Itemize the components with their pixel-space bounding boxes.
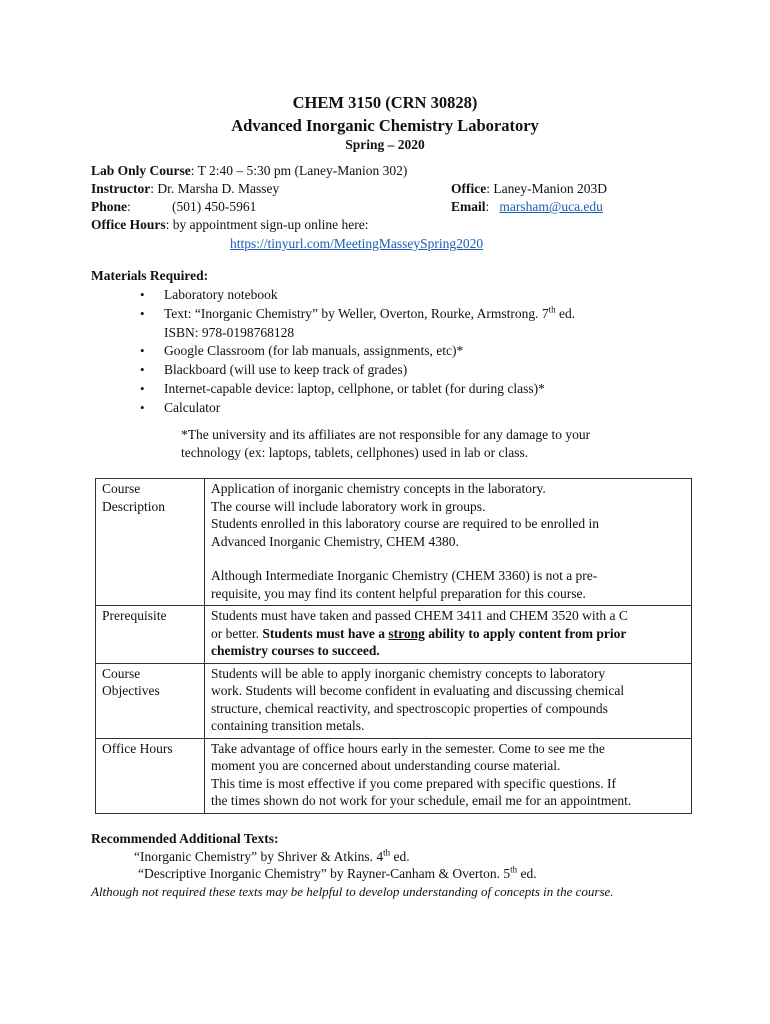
- phone-value: (501) 450-5961: [172, 199, 257, 214]
- email-line: Email: marsham@uca.edu: [451, 199, 603, 214]
- materials-list: [140, 286, 575, 418]
- isbn: ISBN: 978-0198768128: [164, 324, 295, 340]
- list-item: • Laboratory notebook: [140, 286, 575, 305]
- office-value: : Laney-Manion 203D: [486, 181, 607, 196]
- lab-value: : T 2:40 – 5:30 pm (Laney-Manion 302): [190, 163, 408, 178]
- recommended-texts: [91, 830, 614, 900]
- list-item: • Google Classroom (for lab manuals, assignments, etc)*: [140, 342, 575, 361]
- table-label: Prerequisite: [96, 606, 205, 664]
- lab-label: Lab Only Course: [91, 163, 191, 178]
- table-label: Course Objectives: [96, 663, 205, 738]
- instructor-value: : Dr. Marsha D. Massey: [150, 181, 280, 196]
- materials-heading: Materials Required:: [91, 268, 209, 283]
- hours-label: Office Hours: [91, 217, 166, 232]
- course-description: Application of inorganic chemistry concepts in the laboratory. The course will include laboratory work in groups. Students enrolled in this laboratory course are required to be enrolled in Advanced Inorganic Chemistry, CHEM 4380. Although Intermediate Inorganic Chemistry (CHEM 3360) is not a pre- requisite, you may find its content helpful preparation for this course.: [205, 479, 692, 606]
- course-objectives: Students will be able to apply inorganic chemistry concepts to laboratory work. Students will become confident in evaluating and discussing chemical structure, chemical reactivity, and spectroscopic properties of compounds containing transition metals.: [205, 663, 692, 738]
- office-line: [451, 180, 607, 197]
- office-label: Office: [451, 181, 487, 196]
- course-code: CHEM 3150 (CRN 30828): [292, 93, 478, 112]
- recommended-note: Although not required these texts may be helpful to develop understanding of concepts in the course.: [91, 883, 614, 899]
- office-hours-info: Take advantage of office hours early in the semester. Come to see me the moment you are concerned about understanding course material. This time is most effective if you come prepared with specific questions. If the times shown do not work for your schedule, email me for an appointment.: [205, 738, 692, 813]
- table-row: [96, 738, 692, 813]
- lab-schedule: [91, 162, 407, 179]
- table-label: Office Hours: [96, 738, 205, 813]
- list-item: • Internet-capable device: laptop, cellphone, or tablet (for during class)*: [140, 380, 575, 399]
- disclaimer-note: *The university and its affiliates are not responsible for any damage to your technology (ex: laptops, tablets, cellphones) used in lab or class.: [181, 427, 591, 460]
- course-term: Spring – 2020: [345, 137, 425, 152]
- recommended-heading: Recommended Additional Texts:: [91, 831, 279, 846]
- email-label: Email: [451, 199, 486, 214]
- list-item: • Blackboard (will use to keep track of grades): [140, 361, 575, 380]
- course-info-table: [95, 478, 692, 814]
- instructor-label: Instructor: [91, 181, 151, 196]
- email-link[interactable]: marsham@uca.edu: [499, 199, 603, 214]
- course-title: Advanced Inorganic Chemistry Laboratory: [231, 116, 539, 135]
- instructor-line: [91, 180, 279, 197]
- list-item: • Calculator: [140, 399, 575, 418]
- table-row: [96, 606, 692, 664]
- table-row: [96, 663, 692, 738]
- table-label: Course Description: [96, 479, 205, 606]
- phone-line: Phone:: [91, 199, 131, 214]
- phone-label: Phone: [91, 199, 128, 214]
- list-item: • Text: “Inorganic Chemistry” by Weller, Overton, Rourke, Armstrong. 7th ed.: [140, 305, 575, 324]
- table-row: [96, 479, 692, 606]
- list-item: “Inorganic Chemistry” by Shriver & Atkins. 4th ed.: [134, 847, 410, 864]
- list-item: “Descriptive Inorganic Chemistry” by Rayner-Canham & Overton. 5th ed.: [138, 864, 537, 881]
- hours-value: : by appointment sign-up online here:: [165, 217, 369, 232]
- office-hours-line: [91, 216, 368, 233]
- prerequisite: Students must have taken and passed CHEM 3411 and CHEM 3520 with a C or better. Students must have a strong ability to apply content from prior chemistry courses to succeed.: [205, 606, 692, 664]
- meeting-signup-link[interactable]: https://tinyurl.com/MeetingMasseySpring2020: [230, 236, 484, 251]
